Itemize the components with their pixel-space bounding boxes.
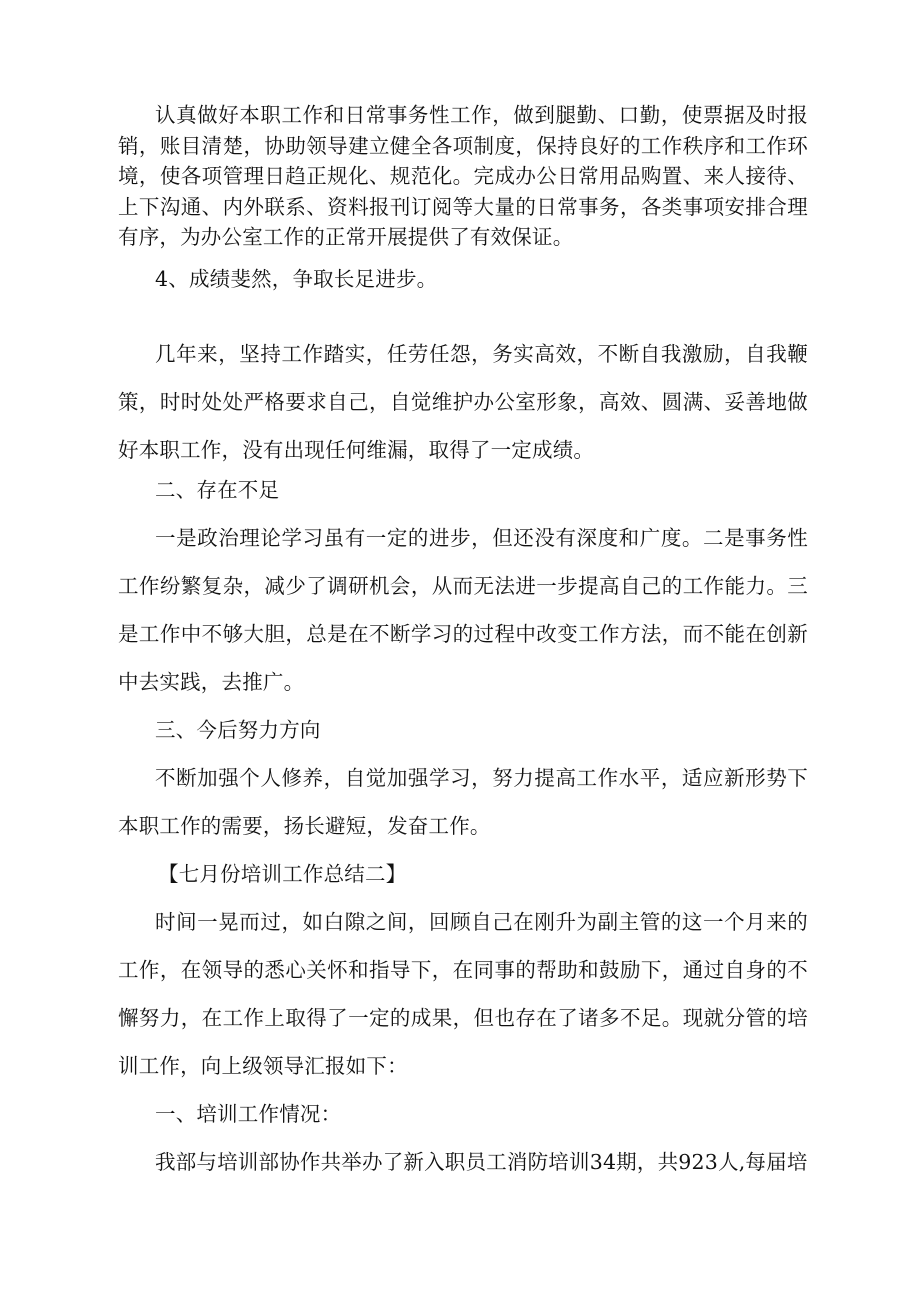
section-heading-training-status: 一、培训工作情况： (155, 1102, 342, 1126)
paragraph-future-direction: 不断加强个人修养，自觉加强学习，努力提高工作水平，适应新形势下本职工作的需要，扬长避短，发奋工作。 (118, 766, 808, 838)
paragraph-daily-affairs: 认真做好本职工作和日常事务性工作，做到腿勤、口勤，使票据及时报销，账目清楚，协助领导建立健全各项制度，保持良好的工作秩序和工作环境，使各项管理日趋正规化、规范化。完成办公日常用品购置、来人接待、上下沟通、内外联系、资料报刊订阅等大量的日常事务，各类事项安排合理有序，为办公室工作的正常开展提供了有效保证。 (118, 103, 808, 249)
section-heading-achievements: 4、成绩斐然，争取长足进步。 (155, 267, 438, 291)
paragraph-achievements: 几年来，坚持工作踏实，任劳任怨，务实高效，不断自我激励，自我鞭策，时时处处严格要求自己，自觉维护办公室形象，高效、圆满、妥善地做好本职工作，没有出现任何维漏，取得了一定成绩。 (118, 342, 808, 462)
document-title-july-training-summary: 【七月份培训工作总结二】 (158, 862, 407, 886)
section-heading-future-direction: 三、今后努力方向 (155, 718, 321, 742)
paragraph-training-intro: 时间一晃而过，如白隙之间，回顾自己在刚升为副主管的这一个月来的工作，在领导的悉心关怀和指导下，在同事的帮助和鼓励下，通过自身的不懈努力，在工作上取得了一定的成果，但也存在了诸多不足。现就分管的培训工作，向上级领导汇报如下： (118, 910, 808, 1078)
paragraph-training-status: 我部与培训部协作共举办了新入职员工消防培训34期，共923人,每届培 (155, 1150, 808, 1174)
section-heading-shortcomings: 二、存在不足 (155, 478, 280, 502)
paragraph-shortcomings: 一是政治理论学习虽有一定的进步，但还没有深度和广度。二是事务性工作纷繁复杂，减少了调研机会，从而无法进一步提高自己的工作能力。三是工作中不够大胆，总是在不断学习的过程中改变工作方法，而不能在创新中去实践，去推广。 (118, 526, 808, 694)
